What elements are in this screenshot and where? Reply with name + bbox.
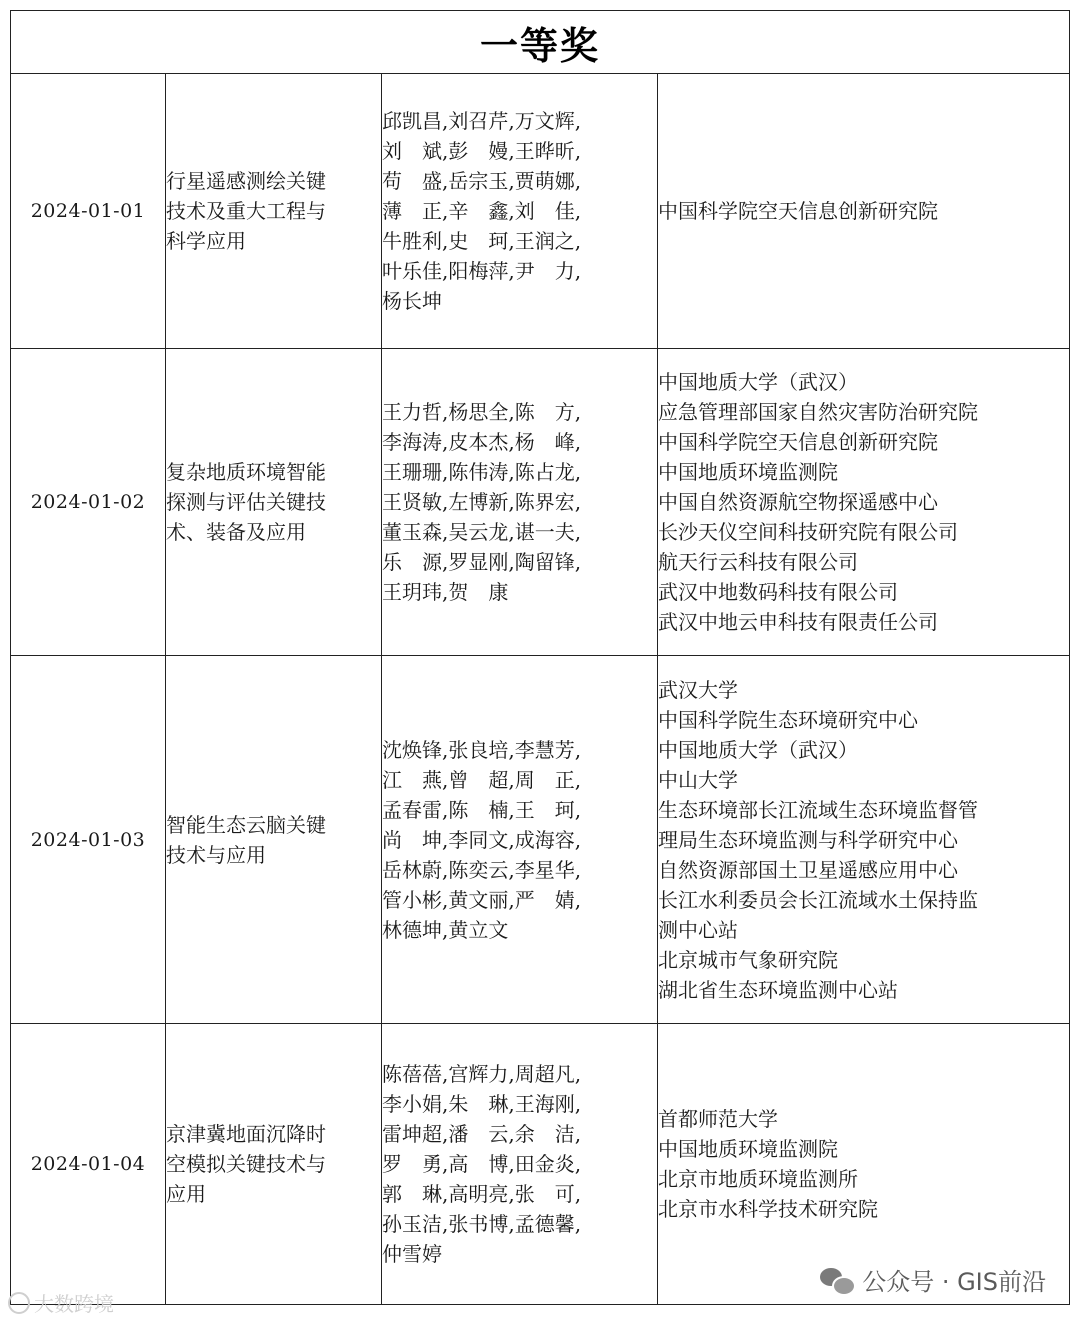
- name-separator: ,: [442, 139, 449, 163]
- completers-line: [382, 196, 657, 226]
- completers-line: [382, 166, 657, 196]
- person-name: 成海容: [514, 827, 575, 852]
- name-separator: ,: [508, 400, 515, 424]
- project-name: [166, 74, 382, 349]
- person-name: 李海涛: [382, 430, 442, 454]
- organization-line: 武汉中地云申科技有限责任公司: [658, 610, 938, 634]
- person-name: 李星华: [514, 857, 575, 882]
- person-name: 杨长坤: [382, 289, 442, 313]
- completers: [382, 1024, 658, 1305]
- wechat-icon: [820, 1266, 854, 1294]
- name-separator: ,: [574, 1122, 582, 1146]
- completers-line: [382, 795, 657, 825]
- name-separator: ,: [442, 917, 449, 942]
- person-name: 黄文丽: [448, 887, 509, 912]
- person-name: 余 洁: [514, 1122, 575, 1146]
- organization-line: 北京市地质环境监测所: [658, 1167, 858, 1191]
- completers-line: [382, 427, 657, 457]
- person-name: 黄立文: [448, 917, 509, 942]
- name-separator: ,: [442, 259, 449, 283]
- completers-line: [382, 1149, 657, 1179]
- name-separator: ,: [442, 520, 449, 544]
- person-name: 江 燕: [382, 767, 442, 792]
- person-name: 尚 坤: [382, 827, 442, 852]
- project-name: [166, 349, 382, 656]
- name-separator: ,: [508, 1182, 515, 1206]
- completers-line: [382, 1089, 657, 1119]
- name-separator: ,: [508, 737, 515, 762]
- person-name: 辛 鑫: [448, 199, 509, 223]
- completers: [382, 656, 658, 1024]
- person-name: 罗显刚: [448, 550, 509, 574]
- name-separator: ,: [508, 1062, 515, 1086]
- completers-line: [382, 256, 657, 286]
- person-name: 陈伟涛: [448, 460, 509, 484]
- name-separator: ,: [574, 490, 582, 514]
- person-name: 罗 勇: [382, 1152, 442, 1176]
- person-name: 陈界宏: [514, 490, 575, 514]
- name-separator: ,: [508, 139, 515, 163]
- person-name: 陈 楠: [448, 797, 509, 822]
- name-separator: ,: [442, 1092, 449, 1116]
- watermark-left-text: 大数跨境: [34, 1292, 114, 1316]
- name-separator: ,: [574, 199, 582, 223]
- project-name-line: 科学应用: [166, 229, 246, 253]
- name-separator: ,: [442, 737, 449, 762]
- name-separator: ,: [574, 887, 582, 912]
- person-name: 陈 方: [514, 400, 575, 424]
- name-separator: ,: [508, 1152, 515, 1176]
- person-name: 宫辉力: [448, 1062, 509, 1086]
- name-separator: ,: [508, 1092, 515, 1116]
- organization-line: 应急管理部国家自然灾害防治研究院: [658, 400, 978, 424]
- project-name: [166, 1024, 382, 1305]
- organization-line: 中国科学院生态环境研究中心: [658, 707, 918, 732]
- organization-line: 中国科学院空天信息创新研究院: [658, 199, 938, 223]
- organization-line: 武汉中地数码科技有限公司: [658, 580, 898, 604]
- completers-line: [382, 547, 657, 577]
- person-name: 贾萌娜: [514, 169, 575, 193]
- organization-line: 长江水利委员会长江流域水土保持监: [658, 887, 978, 912]
- name-separator: ,: [442, 169, 449, 193]
- completers-line: [382, 517, 657, 547]
- name-separator: ,: [574, 1062, 582, 1086]
- organization-line: 北京市水科学技术研究院: [658, 1197, 878, 1221]
- person-name: 邱凯昌: [382, 109, 442, 133]
- name-separator: ,: [508, 460, 515, 484]
- completers-line: [382, 825, 657, 855]
- person-name: 林德坤: [382, 917, 442, 942]
- name-separator: ,: [442, 490, 449, 514]
- person-name: 沈焕锋: [382, 737, 442, 762]
- person-name: 高 博: [448, 1152, 509, 1176]
- completers-line: [382, 106, 657, 136]
- person-name: 叶乐佳: [382, 259, 442, 283]
- name-separator: ,: [442, 1062, 449, 1086]
- award-sheet: [10, 10, 1069, 1305]
- name-separator: ,: [508, 199, 515, 223]
- watermark-right: [820, 1262, 1046, 1297]
- project-code: 2024-01-02: [11, 349, 166, 656]
- name-separator: ,: [574, 857, 582, 882]
- person-name: 王晔昕: [514, 139, 575, 163]
- completers-line: [382, 286, 657, 316]
- project-code: 2024-01-03: [11, 656, 166, 1024]
- project-name-line: 空模拟关键技术与: [166, 1152, 326, 1176]
- person-name: 阳梅萍: [448, 259, 509, 283]
- completers-line: [382, 457, 657, 487]
- name-separator: ,: [508, 259, 515, 283]
- organizations: [658, 349, 1070, 656]
- name-separator: ,: [442, 550, 449, 574]
- name-separator: ,: [508, 520, 515, 544]
- name-separator: ,: [442, 1122, 449, 1146]
- completers-line: [382, 397, 657, 427]
- person-name: 吴云龙: [448, 520, 509, 544]
- name-separator: ,: [574, 550, 582, 574]
- watermark-left: [8, 1288, 114, 1317]
- name-separator: ,: [508, 1122, 515, 1146]
- name-separator: ,: [574, 827, 582, 852]
- project-name: [166, 656, 382, 1024]
- name-separator: ,: [508, 857, 515, 882]
- person-name: 左博新: [448, 490, 509, 514]
- person-name: 陶留锋: [514, 550, 575, 574]
- completers: [382, 349, 658, 656]
- organization-line: 中国地质大学（武汉）: [658, 737, 858, 762]
- person-name: 管小彬: [382, 887, 442, 912]
- person-name: 董玉森: [382, 520, 442, 544]
- completers-line: [382, 226, 657, 256]
- name-separator: ,: [574, 1092, 582, 1116]
- person-name: 王珊珊: [382, 460, 442, 484]
- person-name: 万文辉: [514, 109, 575, 133]
- completers-line: [382, 1179, 657, 1209]
- completers-line: [382, 577, 657, 607]
- organization-line: 湖北省生态环境监测中心站: [658, 977, 898, 1002]
- completers-line: [382, 915, 657, 945]
- name-separator: ,: [574, 460, 582, 484]
- person-name: 刘 佳: [514, 199, 575, 223]
- person-name: 雷坤超: [382, 1122, 442, 1146]
- person-name: 张良培: [448, 737, 509, 762]
- name-separator: ,: [508, 550, 515, 574]
- name-separator: ,: [574, 430, 582, 454]
- name-separator: ,: [508, 767, 515, 792]
- person-name: 李同文: [448, 827, 509, 852]
- person-name: 王玥玮: [382, 580, 442, 604]
- name-separator: ,: [574, 400, 582, 424]
- name-separator: ,: [508, 1212, 515, 1236]
- name-separator: ,: [508, 430, 515, 454]
- award-table: [10, 10, 1070, 1305]
- completers-line: [382, 765, 657, 795]
- name-separator: ,: [574, 797, 582, 822]
- person-name: 孟春雷: [382, 797, 442, 822]
- name-separator: ,: [574, 259, 582, 283]
- title-row: [11, 11, 1070, 74]
- person-name: 杨思全: [448, 400, 509, 424]
- person-name: 高明亮: [448, 1182, 509, 1206]
- organization-line: 中国地质大学（武汉）: [658, 370, 858, 394]
- organization-line: 中国地质环境监测院: [658, 1137, 838, 1161]
- organization-line: 中山大学: [658, 767, 738, 792]
- person-name: 苟 盛: [382, 169, 442, 193]
- organization-line: 中国地质环境监测院: [658, 460, 838, 484]
- name-separator: ,: [442, 460, 449, 484]
- project-code: 2024-01-01: [11, 74, 166, 349]
- person-name: 郭 琳: [382, 1182, 442, 1206]
- organization-line: 北京城市气象研究院: [658, 947, 838, 972]
- organization-line: 武汉大学: [658, 677, 738, 702]
- organizations: [658, 656, 1070, 1024]
- name-separator: ,: [508, 827, 515, 852]
- project-code: 2024-01-04: [11, 1024, 166, 1305]
- person-name: 刘 斌: [382, 139, 442, 163]
- organization-line: 航天行云科技有限公司: [658, 550, 858, 574]
- name-separator: ,: [574, 139, 582, 163]
- person-name: 张 可: [514, 1182, 575, 1206]
- person-name: 王润之: [514, 229, 575, 253]
- organization-line: 自然资源部国土卫星遥感应用中心: [658, 857, 958, 882]
- project-name-line: 应用: [166, 1182, 206, 1206]
- organization-line: 长沙天仪空间科技研究院有限公司: [658, 520, 958, 544]
- name-separator: ,: [442, 857, 449, 882]
- name-separator: ,: [442, 767, 449, 792]
- name-separator: ,: [442, 400, 449, 424]
- completers-line: [382, 1119, 657, 1149]
- person-name: 严 婧: [514, 887, 575, 912]
- person-name: 王 珂: [514, 797, 575, 822]
- person-name: 彭 嫚: [448, 139, 509, 163]
- person-name: 陈奕云: [448, 857, 509, 882]
- name-separator: ,: [442, 1212, 449, 1236]
- name-separator: ,: [508, 169, 515, 193]
- completers: [382, 74, 658, 349]
- project-name-line: 技术与应用: [166, 842, 266, 867]
- person-name: 孙玉洁: [382, 1212, 442, 1236]
- name-separator: ,: [442, 229, 449, 253]
- name-separator: ,: [442, 109, 449, 133]
- name-separator: ,: [574, 520, 582, 544]
- person-name: 刘召芹: [448, 109, 509, 133]
- project-name-line: 技术及重大工程与: [166, 199, 326, 223]
- name-separator: ,: [442, 580, 449, 604]
- person-name: 岳宗玉: [448, 169, 509, 193]
- project-name-line: 术、装备及应用: [166, 520, 306, 544]
- name-separator: ,: [508, 887, 515, 912]
- watermark-logo-icon: [8, 1292, 30, 1314]
- organization-line: 测中心站: [658, 917, 738, 942]
- watermark-right-text: 公众号 · GIS前沿: [862, 1268, 1046, 1296]
- name-separator: ,: [442, 887, 449, 912]
- person-name: 陈占龙: [514, 460, 575, 484]
- organization-line: 中国科学院空天信息创新研究院: [658, 430, 938, 454]
- person-name: 陈蓓蓓: [382, 1062, 442, 1086]
- person-name: 周 正: [514, 767, 575, 792]
- name-separator: ,: [442, 797, 449, 822]
- name-separator: ,: [574, 1152, 582, 1176]
- table-row: [11, 74, 1070, 349]
- table-row: [11, 349, 1070, 656]
- organization-line: 中国自然资源航空物探遥感中心: [658, 490, 938, 514]
- name-separator: ,: [508, 229, 515, 253]
- project-name-line: 行星遥感测绘关键: [166, 169, 326, 193]
- project-name-line: 探测与评估关键技: [166, 490, 326, 514]
- name-separator: ,: [574, 169, 582, 193]
- person-name: 张书博: [448, 1212, 509, 1236]
- completers-line: [382, 1239, 657, 1269]
- organization-line: 理局生态环境监测与科学研究中心: [658, 827, 958, 852]
- name-separator: ,: [574, 737, 582, 762]
- person-name: 尹 力: [514, 259, 575, 283]
- table-row: [11, 656, 1070, 1024]
- person-name: 乐 源: [382, 550, 442, 574]
- person-name: 杨 峰: [514, 430, 575, 454]
- project-name-line: 京津冀地面沉降时: [166, 1122, 326, 1146]
- organizations: [658, 74, 1070, 349]
- completers-line: [382, 855, 657, 885]
- name-separator: ,: [508, 797, 515, 822]
- person-name: 李慧芳: [514, 737, 575, 762]
- name-separator: ,: [574, 1212, 582, 1236]
- completers-line: [382, 1059, 657, 1089]
- organization-line: 生态环境部长江流域生态环境监督管: [658, 797, 978, 822]
- name-separator: ,: [442, 1182, 449, 1206]
- person-name: 薄 正: [382, 199, 442, 223]
- name-separator: ,: [442, 430, 449, 454]
- completers-line: [382, 487, 657, 517]
- name-separator: ,: [442, 827, 449, 852]
- name-separator: ,: [574, 109, 582, 133]
- name-separator: ,: [574, 1182, 582, 1206]
- person-name: 牛胜利: [382, 229, 442, 253]
- person-name: 周超凡: [514, 1062, 575, 1086]
- person-name: 贺 康: [448, 580, 509, 604]
- project-name-line: 智能生态云脑关键: [166, 812, 326, 837]
- person-name: 朱 琳: [448, 1092, 509, 1116]
- completers-line: [382, 136, 657, 166]
- person-name: 王贤敏: [382, 490, 442, 514]
- completers-line: [382, 1209, 657, 1239]
- person-name: 王力哲: [382, 400, 442, 424]
- person-name: 潘 云: [448, 1122, 509, 1146]
- name-separator: ,: [442, 199, 449, 223]
- person-name: 孟德馨: [514, 1212, 575, 1236]
- person-name: 仲雪婷: [382, 1242, 442, 1266]
- organization-line: 首都师范大学: [658, 1107, 778, 1131]
- name-separator: ,: [574, 767, 582, 792]
- person-name: 王海刚: [514, 1092, 575, 1116]
- person-name: 史 珂: [448, 229, 509, 253]
- name-separator: ,: [574, 229, 582, 253]
- project-name-line: 复杂地质环境智能: [166, 460, 326, 484]
- person-name: 谌一夫: [514, 520, 575, 544]
- person-name: 曾 超: [448, 767, 509, 792]
- completers-line: [382, 735, 657, 765]
- name-separator: ,: [508, 490, 515, 514]
- person-name: 皮本杰: [448, 430, 509, 454]
- person-name: 岳林蔚: [382, 857, 442, 882]
- name-separator: ,: [442, 1152, 449, 1176]
- completers-line: [382, 885, 657, 915]
- person-name: 田金炎: [514, 1152, 575, 1176]
- name-separator: ,: [508, 109, 515, 133]
- table-title: 一等奖: [11, 11, 1070, 74]
- person-name: 李小娟: [382, 1092, 442, 1116]
